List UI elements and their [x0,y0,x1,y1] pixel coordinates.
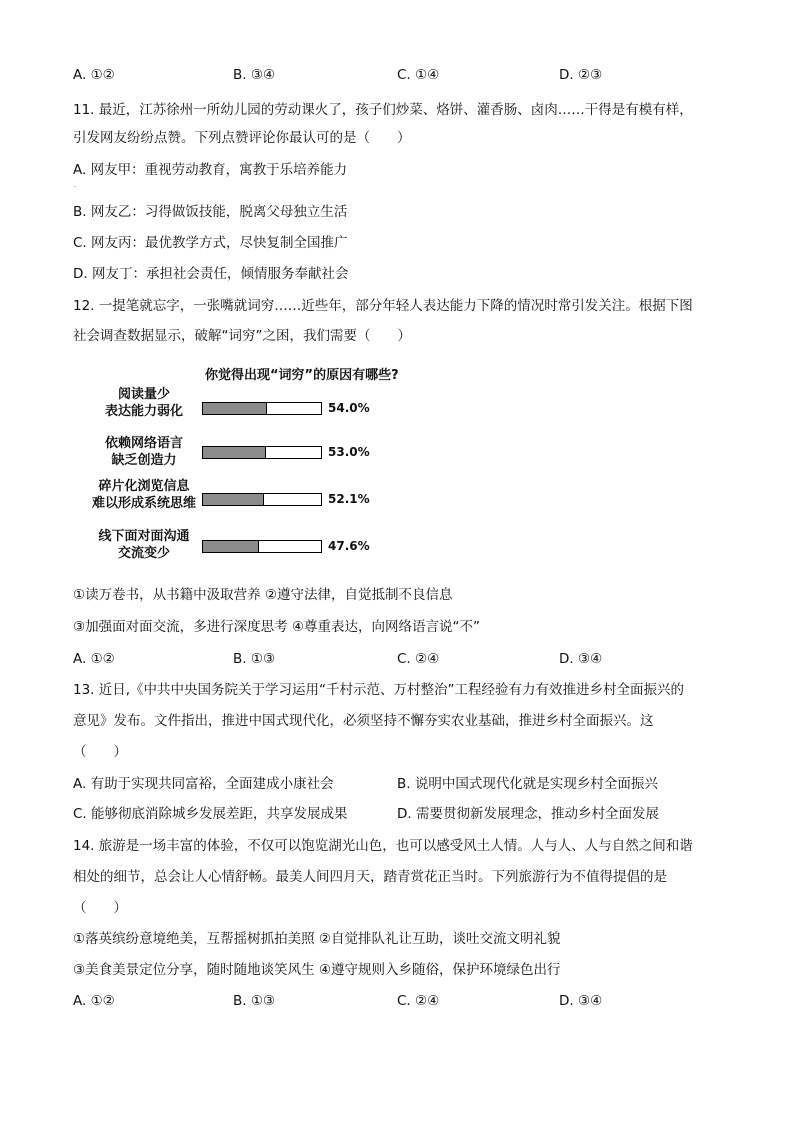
q13-answer-blank: （ ） [73,744,127,760]
q13-option-a[interactable]: A. 有助于实现共同富裕，全面建成小康社会 [73,776,334,792]
q12-statement-line-1: ①读万卷书，从书籍中汲取营养 ②遵守法律，自觉抵制不良信息 [73,587,453,603]
stray-dot: . [74,182,76,189]
chart-value-2: 53.0% [328,445,370,459]
q14-option-a[interactable]: A. ①② [73,993,115,1009]
q13-options-row-1 [73,774,733,794]
chart-bar-1-fill [203,403,267,414]
q14-statement-line-1: ①落英缤纷意境绝美，互帮摇树抓拍美照 ②自觉排队礼让互助，谈吐交流文明礼貌 [73,931,561,947]
q12-stem-line-1: 12. 一提笔就忘字，一张嘴就词穷……近些年，部分年轻人表达能力下降的情况时常引发关注。根据下图 [73,298,693,314]
chart-bar-2 [202,446,322,459]
chart-value-1: 54.0% [328,401,370,415]
chart-category-3 [88,478,200,512]
q11-stem-line-1: 11. 最近，江苏徐州一所幼儿园的劳动课火了，孩子们炒菜、烙饼、灌香肠、卤肉……干得是有模有样， [73,102,693,118]
chart-category-2-line-2: 缺乏创造力 [111,453,177,468]
q14-stem-line-1: 14. 旅游是一场丰富的体验，不仅可以饱览湖光山色，也可以感受风土人情。人与人、人与自然之间和谐 [73,838,693,854]
q10-option-c[interactable]: C. ①④ [397,67,440,83]
q14-statement-line-2: ③美食美景定位分享，随时随地谈笑风生 ④遵守规则入乡随俗，保护环境绿色出行 [73,962,561,978]
chart-bar-3-fill [203,494,264,505]
chart-bar-4-fill [203,541,259,552]
q13-stem-line-1: 13. 近日,《中共中央国务院关于学习运用“千村示范、万村整治”工程经验有力有效推进乡村全面振兴的 [73,682,685,698]
q14-option-b[interactable]: B. ①③ [233,993,276,1009]
q10-options [73,65,733,85]
chart-category-1-line-2: 表达能力弱化 [104,404,183,419]
chart-bar-2-fill [203,447,266,458]
chart-category-4 [88,528,200,562]
q11-option-b[interactable]: B. 网友乙：习得做饭技能，脱离父母独立生活 [73,204,348,220]
chart-title: 你觉得出现“词穷”的原因有哪些? [205,368,399,383]
q12-option-c[interactable]: C. ②④ [397,651,440,667]
q10-option-a[interactable]: A. ①② [73,67,115,83]
q12-option-a[interactable]: A. ①② [73,651,115,667]
q10-option-d[interactable]: D. ②③ [559,67,603,83]
q13-option-b[interactable]: B. 说明中国式现代化就是实现乡村全面振兴 [397,776,658,792]
chart-category-1 [88,386,200,420]
chart-category-4-line-1: 线下面对面沟通 [98,529,190,544]
q12-stem-line-2: 社会调查数据显示，破解“词穷”之困，我们需要（ ） [73,328,411,344]
chart-category-1-line-1: 阅读量少 [117,387,170,402]
q12-statement-line-2: ③加强面对面交流，多进行深度思考 ④尊重表达，向网络语言说“不” [73,619,480,635]
q14-options [73,991,733,1011]
q11-stem-line-2: 引发网友纷纷点赞。下列点赞评论你最认可的是（ ） [73,130,411,146]
q13-options-row-2 [73,804,733,824]
survey-bar-chart [88,364,399,564]
chart-bar-3 [202,493,322,506]
q13-option-d[interactable]: D. 需要贯彻新发展理念，推动乡村全面发展 [397,806,659,822]
chart-category-3-line-1: 碎片化浏览信息 [98,479,190,494]
q14-stem-line-2: 相处的细节，总会让人心情舒畅。最美人间四月天，踏青赏花正当时。下列旅游行为不值得提倡的是 [73,869,667,885]
chart-category-4-line-2: 交流变少 [117,546,170,561]
q11-option-d[interactable]: D. 网友丁：承担社会责任，倾情服务奉献社会 [73,266,349,282]
q14-option-c[interactable]: C. ②④ [397,993,440,1009]
q11-option-c[interactable]: C. 网友丙：最优教学方式，尽快复制全国推广 [73,235,348,251]
chart-value-4: 47.6% [328,539,370,553]
q11-option-a[interactable]: A. 网友甲：重视劳动教育，寓教于乐培养能力 [73,162,348,178]
q12-option-d[interactable]: D. ③④ [559,651,603,667]
chart-category-2-line-1: 依赖网络语言 [104,436,183,451]
q12-options [73,649,733,669]
chart-category-2 [88,435,200,469]
q13-option-c[interactable]: C. 能够彻底消除城乡发展差距，共享发展成果 [73,806,348,822]
q10-option-b[interactable]: B. ③④ [233,67,276,83]
q14-answer-blank: （ ） [73,900,127,916]
q14-option-d[interactable]: D. ③④ [559,993,603,1009]
chart-value-3: 52.1% [328,492,370,506]
q12-option-b[interactable]: B. ①③ [233,651,276,667]
chart-bar-4 [202,540,322,553]
chart-bar-1 [202,402,322,415]
q13-stem-line-2: 意见》发布。文件指出，推进中国式现代化，必须坚持不懈夯实农业基础，推进乡村全面振兴。这 [73,713,654,729]
chart-category-3-line-2: 难以形成系统思维 [91,496,196,511]
